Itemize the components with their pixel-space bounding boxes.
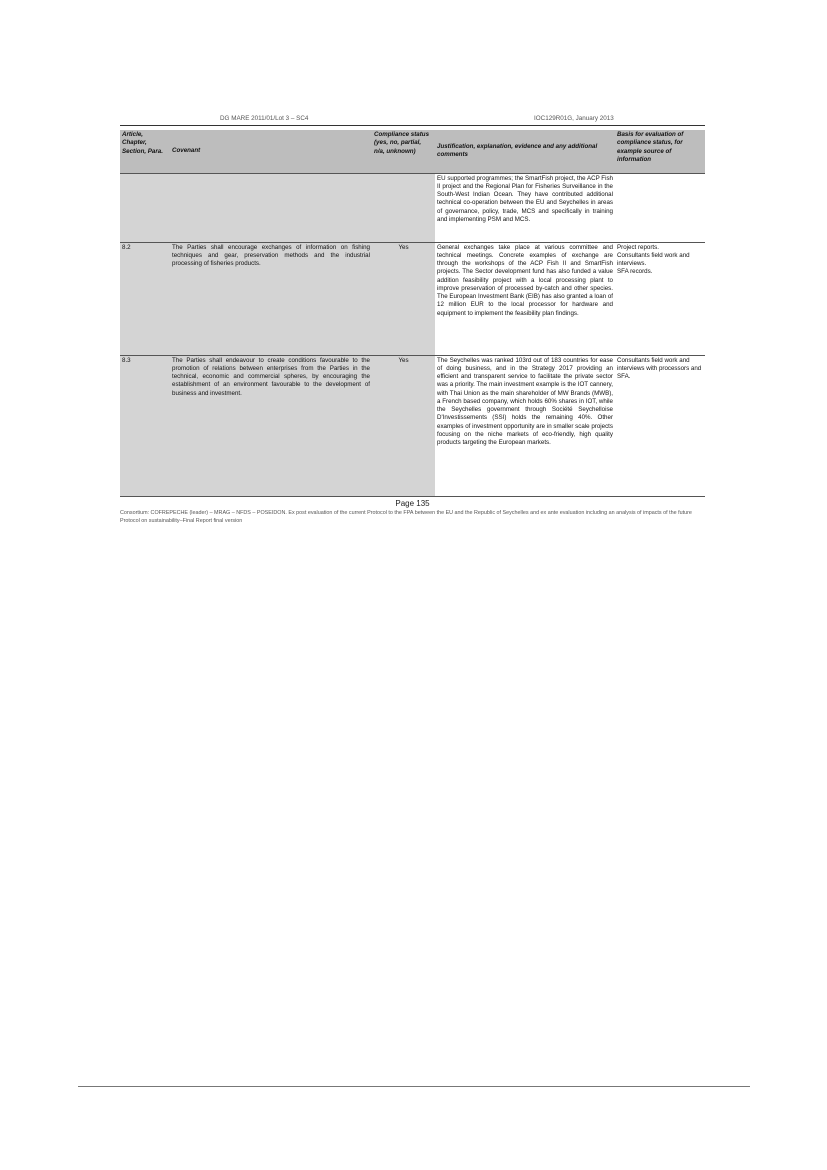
bottom-rule [78,1086,750,1087]
header-rule [120,125,705,126]
col-header-basis: Basis for evaluation of compliance status, for example source of information [615,130,705,173]
cell-covenant [170,173,372,242]
cell-article: 8.2 [120,242,170,355]
compliance-table [120,130,705,497]
col-header-article: Article, Chapter, Section, Para. [120,130,170,173]
table-row [120,242,705,355]
cell-justification: EU supported programmes; the SmartFish project, the ACP Fish II project and the Regional Plan for Fisheries Surveillance in the South-West Indian Ocean. They have contributed additional technical co-operation between the EU and Seychelles in areas of governance, policy, trade, MCS and specifically in training and implementing PSM and MCS. [437,174,613,223]
col-header-justification: Justification, explanation, evidence and any additional comments [435,130,615,173]
cell-basis: Project reports. Consultants field work and interviews. SFA records. [617,243,690,276]
col-header-covenant: Covenant [170,130,372,173]
header-right: IOC129R01G, January 2013 [534,115,614,122]
cell-status: Yes [372,242,435,355]
col-header-status: Compliance status (yes, no, partial, n/a, unknown) [372,130,435,173]
cell-covenant: The Parties shall endeavour to create conditions favourable to the promotion of relations between enterprises from the Parties in the technical, economic and commercial spheres, by encouraging the establishment of an environment favourable to the development of business and investment. [170,355,372,496]
table-row [120,355,705,496]
cell-basis: Consultants field work and interviews with processors and SFA. [617,356,702,380]
footer-note: Consortium: COFREPECHE (leader) – MRAG – NFDS – POSEIDON. Ex post evaluation of the current Protocol to the FPA between the EU and the Republic of Seychelles and ex ante evaluation including an analysis of impacts of the future Protocol on sustainability–Final Report final version [120,510,692,524]
cell-justification: The Seychelles was ranked 103rd out of 183 countries for ease of doing business, and in the Strategy 2017 providing an efficient and transparent service to facilitate the private sector was a priority. The main investment example is the IOT cannery, with Thai Union as the main shareholder of MW Brands (MWB), a French based company, which holds 60% shares in IOT, while the Seychelles government through Société Seychelloise D'Investissements (SSI) holds the remaining 40%. Other examples of investment opportunity are in smaller scale projects focusing on the niche markets of eco-friendly, high quality products targeting the European markets. [437,356,613,446]
header-left: DG MARE 2011/01/Lot 3 – SC4 [220,115,309,122]
table-row [120,173,705,242]
cell-article: 8.3 [120,355,170,496]
page-number: Page 135 [395,499,430,508]
cell-status [372,173,435,242]
cell-status: Yes [372,355,435,496]
table-header-row [120,130,705,173]
cell-justification: General exchanges take place at various committee and technical meetings. Concrete examples of exchange are through the workshops of the ACP Fish II and SmartFish projects. The Sector development fund has also funded a value addition feasibility project with a local processing plant to improve preservation of processed by-catch and other species. The European Investment Bank (EIB) has also granted a loan of 12 million EUR to the local processor for hardware and equipment to implement the feasibility plan findings. [437,243,613,317]
cell-basis [615,173,705,242]
cell-covenant: The Parties shall encourage exchanges of information on fishing techniques and gear, preservation methods and the industrial processing of fisheries products. [170,242,372,355]
cell-article [120,173,170,242]
